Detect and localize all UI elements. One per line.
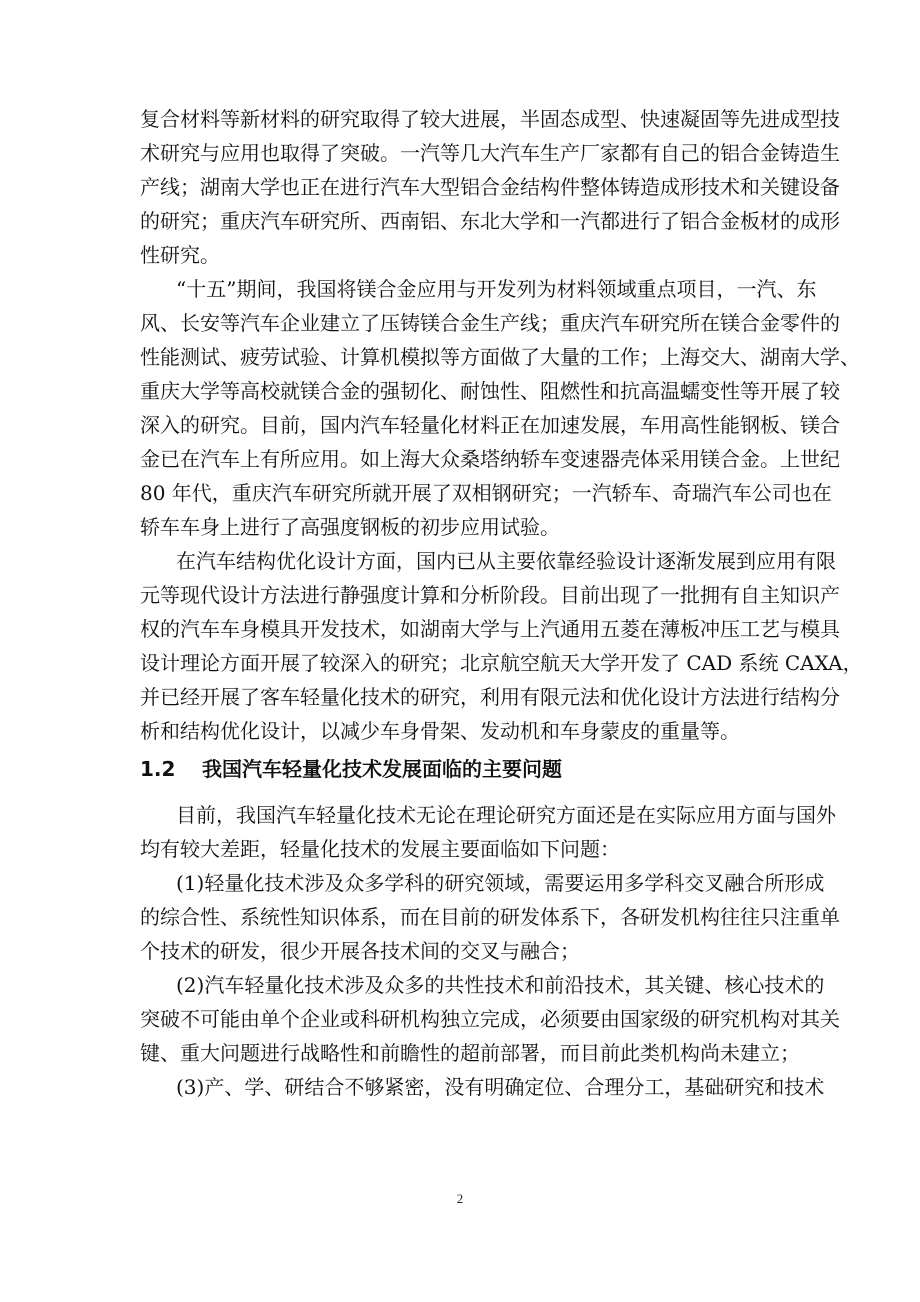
text-line: 权的汽车车身模具开发技术，如湖南大学与上汽通用五菱在薄板冲压工艺与模具	[140, 617, 840, 641]
text-line: 并已经开展了客车轻量化技术的研究，利用有限元法和优化设计方法进行结构分	[140, 685, 840, 709]
text-line: 元等现代设计方法进行静强度计算和分析阶段。目前出现了一批拥有自主知识产	[140, 583, 840, 607]
page-content	[140, 102, 863, 1104]
text-line: 性能测试、疲劳试验、计算机模拟等方面做了大量的工作；上海交大、湖南大学、	[140, 345, 860, 369]
paragraph-p6	[140, 968, 840, 1070]
text-line: 析和结构优化设计，以减少车身骨架、发动机和车身蒙皮的重量等。	[140, 719, 740, 743]
text-line: (2)汽车轻量化技术涉及众多的共性技术和前沿技术，其关键、核心技术的	[176, 973, 825, 997]
text-line: 金已在汽车上有所应用。如上海大众桑塔纳轿车变速器壳体采用镁合金。上世纪	[140, 447, 840, 471]
text-line: 的综合性、系统性知识体系，而在目前的研发体系下，各研发机构往往只注重单	[140, 905, 840, 929]
paragraph-p2	[140, 272, 860, 544]
text-line: “十五”期间，我国将镁合金应用与开发列为材料领域重点项目，一汽、东	[176, 277, 817, 301]
text-line: 轿车车身上进行了高强度钢板的初步应用试验。	[140, 515, 560, 539]
paragraph-p1	[140, 102, 840, 272]
text-line: 突破不可能由单个企业或科研机构独立完成，必须要由国家级的研究机构对其关	[140, 1007, 840, 1031]
text-line: 键、重大问题进行战略性和前瞻性的超前部署，而目前此类机构尚未建立；	[140, 1041, 800, 1065]
text-line: 的研究；重庆汽车研究所、西南铝、东北大学和一汽都进行了铝合金板材的成形	[140, 209, 840, 233]
text-line: 目前，我国汽车轻量化技术无论在理论研究方面还是在实际应用方面与国外	[176, 803, 836, 827]
section-number: 1.2	[140, 757, 176, 781]
text-line: (1)轻量化技术涉及众多学科的研究领域，需要运用多学科交叉融合所形成	[176, 871, 825, 895]
text-line: 产线；湖南大学也正在进行汽车大型铝合金结构件整体铸造成形技术和关键设备	[140, 175, 840, 199]
text-line: 设计理论方面开展了较深入的研究；北京航空航天大学开发了 CAD 系统 CAXA，	[140, 651, 863, 675]
paragraph-p4	[140, 798, 836, 866]
text-line: (3)产、学、研结合不够紧密，没有明确定位、合理分工，基础研究和技术	[176, 1075, 825, 1099]
text-line: 均有较大差距，轻量化技术的发展主要面临如下问题：	[140, 837, 620, 861]
text-line: 个技术的研发，很少开展各技术间的交叉与融合；	[140, 939, 580, 963]
paragraph-p7	[140, 1070, 825, 1104]
text-line: 在汽车结构优化设计方面，国内已从主要依靠经验设计逐渐发展到应用有限	[176, 549, 836, 573]
text-line: 深入的研究。目前，国内汽车轻量化材料正在加速发展，车用高性能钢板、镁合	[140, 413, 840, 437]
text-line: 性研究。	[140, 243, 220, 267]
text-line: 80 年代，重庆汽车研究所就开展了双相钢研究；一汽轿车、奇瑞汽车公司也在	[140, 481, 832, 505]
text-line: 风、长安等汽车企业建立了压铸镁合金生产线；重庆汽车研究所在镁合金零件的	[140, 311, 840, 335]
section-heading	[140, 748, 780, 790]
text-line: 复合材料等新材料的研究取得了较大进展，半固态成型、快速凝固等先进成型技	[140, 107, 840, 131]
paragraph-p5	[140, 866, 840, 968]
page-number: 2	[456, 1191, 464, 1206]
paragraph-p3	[140, 544, 863, 748]
text-line: 术研究与应用也取得了突破。一汽等几大汽车生产厂家都有自己的铝合金铸造生	[140, 141, 840, 165]
text-line: 重庆大学等高校就镁合金的强韧化、耐蚀性、阻燃性和抗高温蠕变性等开展了较	[140, 379, 840, 403]
section-title: 我国汽车轻量化技术发展面临的主要问题	[202, 757, 562, 781]
